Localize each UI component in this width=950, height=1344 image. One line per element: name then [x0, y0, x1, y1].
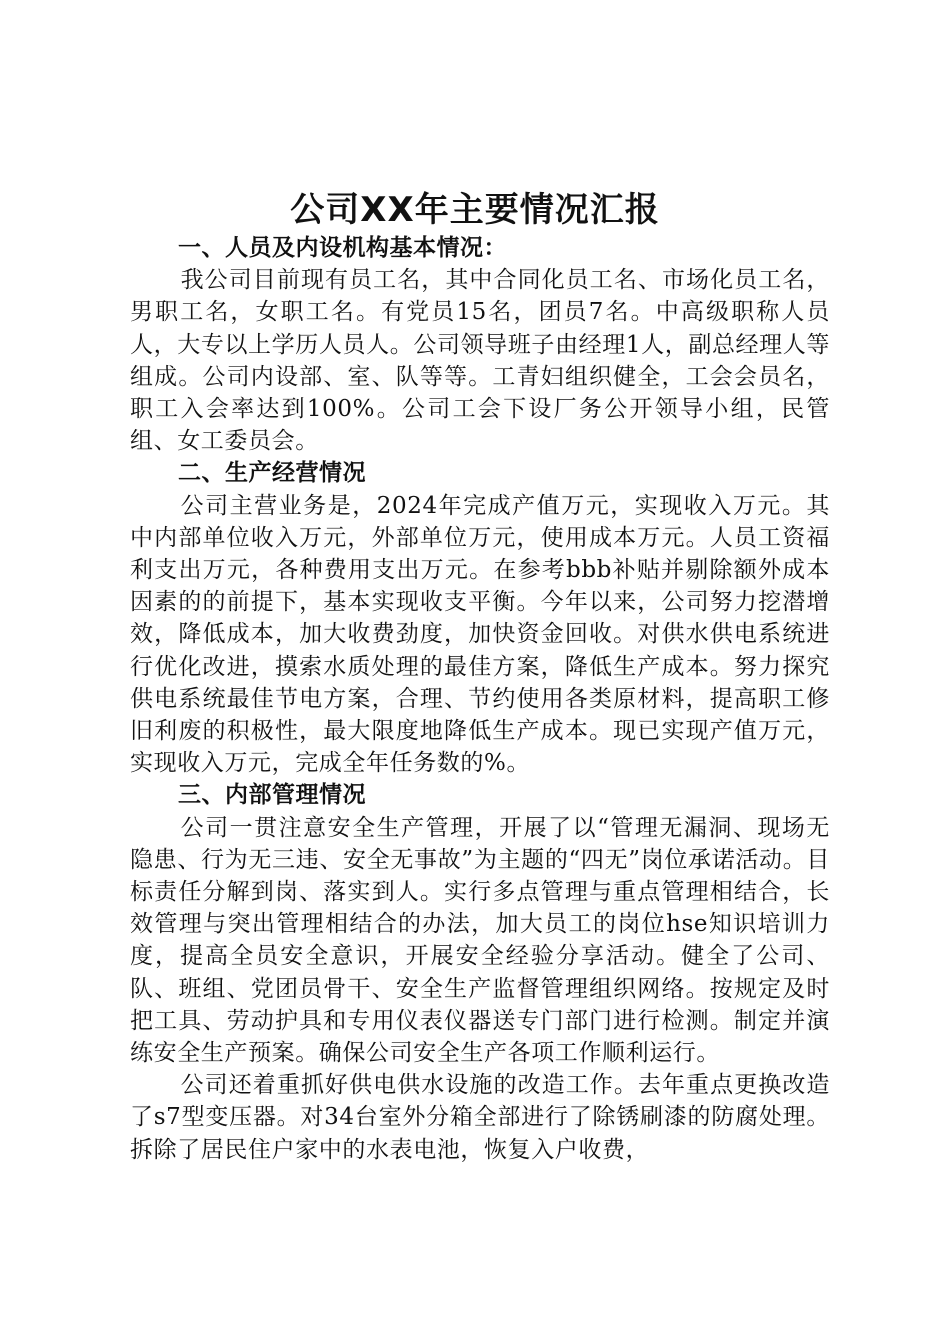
document-title: 公司XX年主要情况汇报 [290, 190, 660, 230]
section-paragraph: 公司主营业务是，2024年完成产值万元，实现收入万元。其中内部单位收入万元，外部单位万元，使用成本万元。人员工资福利支出万元，各种费用支出万元。在参考bbb补贴并剔除额外成本因素的的前提下，基本实现收支平衡。今年以来，公司努力挖潜增效，降低成本，加大收费劲度，加快资金回收。对供水供电系统进行优化改进，摸索水质处理的最佳方案，降低生产成本。努力探究供电系统最佳节电方案，合理、节约使用各类原材料，提高职工修旧利废的积极性，最大限度地降低生产成本。现已实现产值万元，实现收入万元，完成全年任务数的%。 [130, 492, 830, 777]
section-management [130, 779, 830, 1165]
section-heading: 三、内部管理情况 [178, 782, 366, 809]
section-operations [130, 457, 830, 779]
section-heading: 一、人员及内设机构基本情况： [178, 235, 507, 261]
section-paragraph: 我公司目前现有员工名，其中合同化员工名、市场化员工名，男职工名，女职工名。有党员15名，团员7名。中高级职称人员人，大专以上学历人员人。公司领导班子由经理1人，副总经理人等组成。公司内设部、室、队等等。工青妇组织健全，工会会员名，职工入会率达到100%。公司工会下设厂务公开领导小组，民管组、女工委员会。 [130, 267, 830, 455]
section-personnel [130, 232, 830, 457]
section-paragraph: 公司还着重抓好供电供水设施的改造工作。去年重点更换改造了s7型变压器。对34台室外分箱全部进行了除锈刷漆的防腐处理。拆除了居民住户家中的水表电池，恢复入户收费， [130, 1072, 830, 1163]
section-heading: 二、生产经营情况 [178, 460, 366, 487]
section-paragraph: 公司一贯注意安全生产管理，开展了以“管理无漏洞、现场无隐患、行为无三违、安全无事故”为主题的“四无”岗位承诺活动。目标责任分解到岗、落实到人。实行多点管理与重点管理相结合，长效管理与突出管理相结合的办法，加大员工的岗位hse知识培训力度，提高全员安全意识，开展安全经验分享活动。健全了公司、队、班组、党团员骨干、安全生产监督管理组织网络。按规定及时把工具、劳动护具和专用仪表仪器送专门部门进行检测。制定并演练安全生产预案。确保公司安全生产各项工作顺利运行。 [130, 814, 830, 1067]
document-body [130, 232, 830, 1166]
